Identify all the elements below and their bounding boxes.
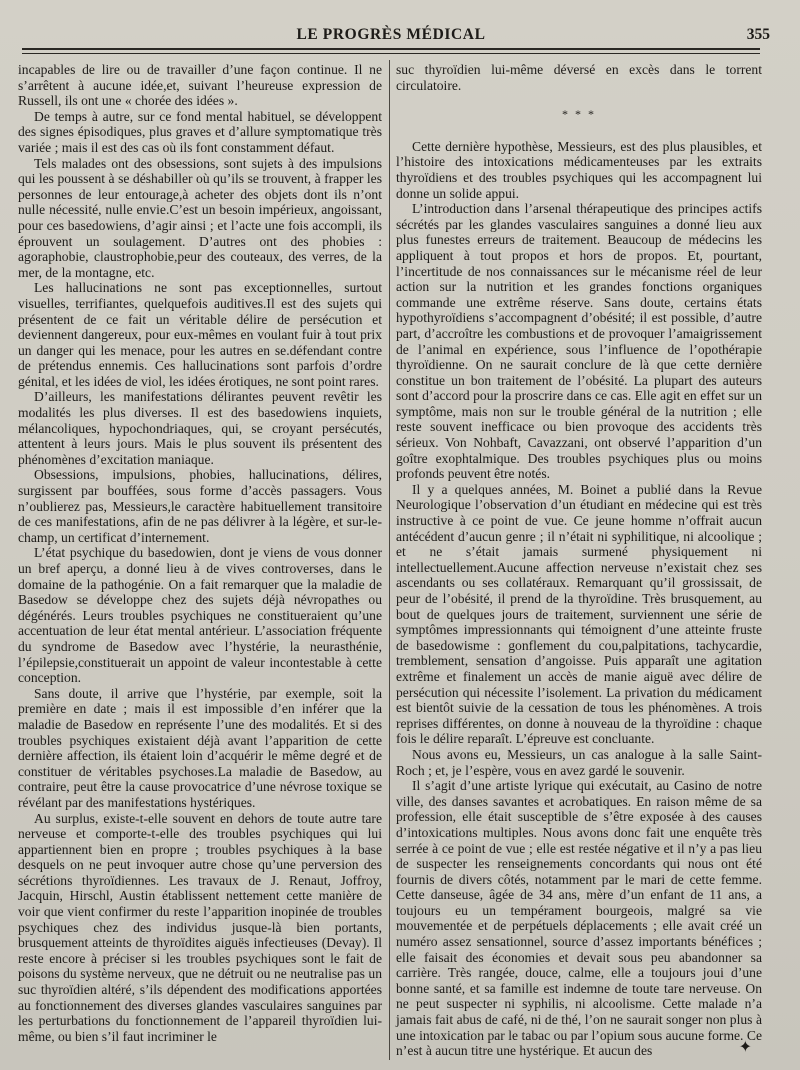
paragraph: Obsessions, impulsions, phobies, hallucinations, délires, surgissent par bouffées, sous forme d’accès passagers. Vous n’oublierez pas, Messieurs,le caractère habituellement transitoire de ces manifestations, afin de ne pas délivrer à la légère, et sur-le-champ, un certificat d’internement. <box>18 467 382 545</box>
paragraph-continuation: suc thyroïdien lui-même déversé en excès dans le torrent circulatoire. <box>396 62 762 93</box>
paragraph: Les hallucinations ne sont pas exceptionnelles, surtout visuelles, terrifiantes, quelquefois auditives.Il est des sujets qui présentent de ce fait un véritable délire de persécution et deviennent dangereux, pour eux-mêmes en voulant fuir à tout prix un danger qui les menace, pour les autres en se.défendant contre de prétendus ennemis. Ces hallucinations sont parfois d’ordre génital, et les idées de viol, les idées érotiques, ne sont point rares. <box>18 280 382 389</box>
column-divider <box>389 60 390 1060</box>
paragraph: Sans doute, il arrive que l’hystérie, par exemple, soit la première en date ; mais il est impossible d’en inférer que la maladie de Basedow en représente l’une des modalités. Et si des troubles psychiques existaient déjà avant l’apparition de cette dernière affection, ils étaient loin d’acquérir le même degré et de constituer de véritables psychoses.La maladie de Basedow, au contraire, peut être la cause provocatrice d’une névrose toxique se révélant par des manifestations hystériques. <box>18 685 382 810</box>
paragraph: Cette dernière hypothèse, Messieurs, est des plus plausibles, et l’histoire des intoxications médicamenteuses par les extraits thyroïdiens et des troubles psychiques qui les accompagnent lui donne un solide appui. <box>396 138 762 201</box>
left-column <box>18 62 382 1044</box>
right-column <box>396 62 762 1059</box>
paragraph: Il y a quelques années, M. Boinet a publié dans la Revue Neurologique l’observation d’un étudiant en médecine qui est très instructive à ce point de vue. Ce jeune homme n’offrait aucun antécédent d’aucun genre ; il n’était ni syphilitique, ni alcoolique ; et ne s’était jamais surmené physiquement ni intellectuellement.Aucune affection nerveuse n’existait chez ses ascendants ou ses collatéraux. Remarquant qu’il grossissait, de peur de l’obésité, il prend de la thyroïdine. Très brusquement, au bout de quelques jours de traitement, surviennent une série de symptômes impressionnants qui témoignent d’une atteinte fruste de basedowisme : gonflement du cou,palpitations, tachycardie, tremblement, sensation d’angoisse. Puis apparaît une agitation extrême et finalement un accès de manie aiguë avec délire de persécution qui nécessite l’isolement. La privation du médicament est bientôt suivie de la cessation de tous les phénomènes. A trois reprises différentes, on donne à nouveau de la thyroïdine : chaque fois le délire reparaît. L’épreuve est concluante. <box>396 481 762 747</box>
paragraph: Tels malades ont des obsessions, sont sujets à des impulsions qui les poussent à se déshabiller où qu’ils se trouvent, à frapper les personnes de leur entourage,à acheter des objets dont ils n’ont nulle nécessité, nulle envie.C’est un besoin impérieux, angoissant, pour ces basedowiens, d’agir ainsi ; et l’acte une fois accompli, ils éprouvent un soulagement. D’autres ont des phobies : agoraphobie, claustrophobie,peur des couteaux, des verres, de la mer, de la montagne, etc. <box>18 155 382 280</box>
fleuron-ornament: ✦ <box>738 1037 752 1056</box>
page-number: 355 <box>746 26 770 43</box>
paragraph: Nous avons eu, Messieurs, un cas analogue à la salle Saint-Roch ; et, je l’espère, vous en avez gardé le souvenir. <box>396 746 762 778</box>
header-rule-thick <box>22 48 760 50</box>
journal-title: LE PROGRÈS MÉDICAL <box>296 26 486 43</box>
paragraph: incapables de lire ou de travailler d’une façon continue. Il ne s’arrêtent à aucune idée,et, suivant l’heureuse expression de Russell, ils ont une « chorée des idées ». <box>18 62 382 109</box>
paragraph: D’ailleurs, les manifestations délirantes peuvent revêtir les modalités les plus diverses. Il est des basedowiens inquiets, mélancoliques, hypochondriaques, qui, se croyant persécutés, attentent à leurs jours. Mais le plus souvent ils présentent des phénomènes d’excitation maniaque. <box>18 389 382 467</box>
paragraph: L’état psychique du basedowien, dont je viens de vous donner un bref aperçu, a donné lieu à de vives controverses, dans le domaine de la pathogénie. On a fait remarquer que la maladie de Basedow se développe chez des sujets déjà névropathes ou dégénérés. Leurs troubles psychiques ne constitueraient qu’une accentuation de leur état mental antérieur. L’association fréquente du syndrome de Basedow avec l’hystérie, la neurasthénie, l’épilepsie,constituerait un appoint de valeur incontestable à cette conception. <box>18 545 382 686</box>
paragraph: Il s’agit d’une artiste lyrique qui exécutait, au Casino de notre ville, des danses savantes et acrobatiques. En raison même de sa profession, elle était susceptible de s’être exposée à des causes d’intoxications multiples. Nous avons donc fait une enquête très serrée à ce point de vue ; elle est restée négative et il n’y a pas lieu de suspecter les renseignements concordants qui nous ont été fournis de divers côtés, notamment par le mari de cette femme. Cette danseuse, âgée de 34 ans, mère d’un enfant de 11 ans, a toujours eu un tempérament bourgeois, malgré sa vie mouvementée et de perpétuels déplacements ; elle avait créé un numéro assez sensationnel, source d’assez importants bénéfices ; elle faisait des économies et devait sous peu abandonner sa carrière. Très rangée, douce, calme, elle a toujours joui d’une bonne santé, et sa famille est indemne de toute tare nerveuse. On ne peut suspecter ni syphilis, ni alcoolisme. Cette malade n’a jamais fait abus de café, ni de thé, l’on ne saurait songer non plus à une intoxication par le tabac ou par l’opium sous aucune forme. Ce n’est à aucun titre une hystérique. Et aucun des <box>396 778 762 1059</box>
paragraph: Au surplus, existe-t-elle souvent en dehors de toute autre tare nerveuse et comporte-t-elle des troubles psychiques qui lui appartiennent bien en propre ; troubles psychiques à la base desquels on ne peut invoquer autre chose qu’une perversion des sécrétions thyroïdiennes. Les travaux de J. Renaut, Joffroy, Jacquin, Hirschl, Austin établissent nettement cette manière de voir que vient confirmer du reste l’apparition inopinée de troubles psychiques chez des individus jusque-là bien portants, brusquement atteints de thyroïdites aiguës infectieuses (Devay). Il reste encore à préciser si les troubles psychiques sont le fait de poisons du système nerveux, que ne détruit ou ne neutralise pas un suc thyroïdien altéré, s’ils dépendent des modifications apportées au fonctionnement des diverses glandes vasculaires sanguines par les perturbations du fonctionnement de l’appareil thyroïdien lui-même, ou bien s’il faut incriminer le <box>18 810 382 1044</box>
paragraph: L’introduction dans l’arsenal thérapeutique des principes actifs sécrétés par les glandes vasculaires sanguines a donné lieu aux plus funestes erreurs de traitement. Beaucoup de médecins les appliquent à tout propos et hors de propos. Et, pourtant, l’incertitude de nos connaissances sur le mécanisme réel de leur action sur la nutrition et les grandes fonctions organiques commande une extrême réserve. Sans doute, certains états hypothyroïdiens s’accompagnent d’obésité; il est possible, d’autre part, d’accroître les combustions et de provoquer l’amaigrissement de l’animal en expérience, sous l’influence de l’opothérapie thyroïdienne. On ne saurait conclure de là que cette dernière constitue un bon traitement de l’obésité. La plupart des auteurs sont d’accord pour la proscrire dans ce cas. Elle agit en effet sur un symptôme, mais non sur le trouble général de la nutrition ; elle reste souvent inefficace ou bien provoque des accidents très sérieux. Von Nohbaft, Cavazzani, ont observé l’apparition d’un goître exophtalmique. Des troubles psychiques plus ou moins profonds peuvent être notés. <box>396 201 762 482</box>
running-header <box>22 26 770 48</box>
header-rule-thin <box>22 53 760 54</box>
paragraph: De temps à autre, sur ce fond mental habituel, se développent des signes épisodiques, plus graves et d’allure symptomatique très variée ; mais il est des cas où ils font constamment défaut. <box>18 108 382 155</box>
section-asterism: * * * <box>562 107 596 122</box>
